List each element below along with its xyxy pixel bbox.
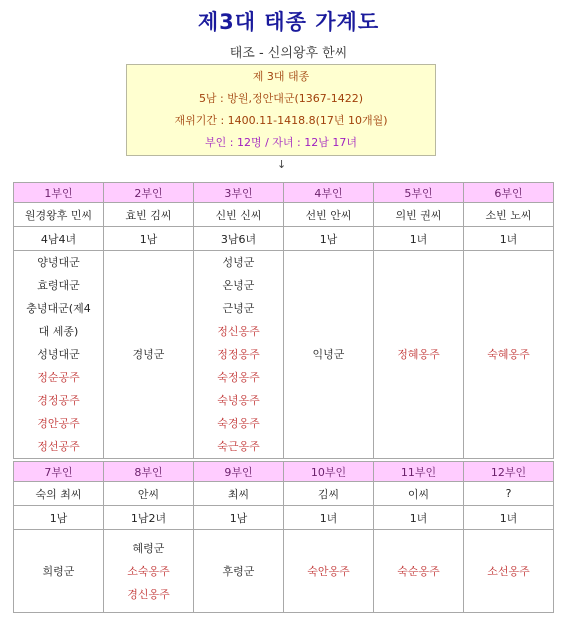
children-cell bbox=[284, 530, 374, 613]
page-title: 제3대 태종 가계도 bbox=[197, 10, 380, 34]
children-cell bbox=[194, 251, 284, 459]
son-name: 경녕군 bbox=[132, 348, 165, 361]
wife-rank: 8부인 bbox=[104, 462, 194, 482]
wife-rank-row bbox=[14, 462, 554, 482]
wife-name: 신빈 신씨 bbox=[194, 203, 284, 227]
children-cell bbox=[104, 530, 194, 613]
child-count: 1녀 bbox=[374, 227, 464, 251]
son-name: 혜령군 bbox=[132, 541, 165, 555]
daughter-name: 숙녕옹주 bbox=[217, 394, 260, 407]
son-name: 효령대군 bbox=[37, 279, 80, 292]
wife-rank: 3부인 bbox=[194, 183, 284, 203]
son-name: 익녕군 bbox=[312, 348, 345, 361]
daughter-name: 경안공주 bbox=[37, 417, 80, 430]
king-reign-line: 재위기간 : 1400.11-1418.8(17년 10개월) bbox=[174, 114, 388, 127]
wife-name: 의빈 권씨 bbox=[374, 203, 464, 227]
daughter-name: 정선공주 bbox=[37, 440, 80, 453]
wife-rank: 1부인 bbox=[14, 183, 104, 203]
king-generation: 제 3대 태종 bbox=[252, 70, 310, 83]
wife-name: 효빈 김씨 bbox=[104, 203, 194, 227]
children-cell bbox=[14, 530, 104, 613]
daughter-name: 정혜옹주 bbox=[397, 348, 440, 361]
children-cell bbox=[374, 530, 464, 613]
parents-line: 태조 - 신의왕후 한씨 bbox=[229, 46, 348, 61]
wife-rank: 7부인 bbox=[14, 462, 104, 482]
daughter-name: 숙근옹주 bbox=[217, 440, 260, 453]
daughter-name: 경정공주 bbox=[37, 394, 80, 407]
child-count: 1남 bbox=[104, 227, 194, 251]
daughter-name: 숙경옹주 bbox=[217, 417, 260, 430]
king-family-count: 부인 : 12명 / 자녀 : 12남 17녀 bbox=[205, 136, 357, 149]
child-count: 1남2녀 bbox=[104, 506, 194, 530]
wife-rank: 6부인 bbox=[464, 183, 554, 203]
son-name: 성녕군 bbox=[222, 256, 255, 269]
daughter-name: 숙순옹주 bbox=[397, 564, 440, 578]
children-cell bbox=[374, 251, 464, 459]
son-name: 후령군 bbox=[222, 564, 255, 578]
child-count: 1남 bbox=[14, 506, 104, 530]
daughter-name: 숙안옹주 bbox=[307, 564, 350, 578]
children-cell bbox=[104, 251, 194, 459]
wife-rank: 11부인 bbox=[374, 462, 464, 482]
daughter-name: 경신옹주 bbox=[127, 587, 170, 601]
son-name: 근녕군 bbox=[222, 302, 255, 315]
children-cell bbox=[464, 251, 554, 459]
son-name: 충녕대군(제4 bbox=[26, 302, 91, 315]
child-count: 1녀 bbox=[464, 227, 554, 251]
children-cell bbox=[464, 530, 554, 613]
wife-name-row bbox=[14, 203, 554, 227]
wives-table-2 bbox=[13, 461, 554, 613]
wife-name: 김씨 bbox=[284, 482, 374, 506]
wife-name: 안씨 bbox=[104, 482, 194, 506]
daughter-name: 정신옹주 bbox=[217, 325, 260, 338]
son-name: 양녕대군 bbox=[37, 256, 80, 269]
wife-rank: 2부인 bbox=[104, 183, 194, 203]
wife-name: 숙의 최씨 bbox=[14, 482, 104, 506]
wife-rank: 5부인 bbox=[374, 183, 464, 203]
child-count: 1남 bbox=[284, 227, 374, 251]
wife-rank: 4부인 bbox=[284, 183, 374, 203]
child-count: 1녀 bbox=[284, 506, 374, 530]
daughter-name: 정정옹주 bbox=[217, 348, 260, 361]
wife-name: ? bbox=[464, 482, 554, 506]
child-count-row bbox=[14, 506, 554, 530]
children-cell bbox=[194, 530, 284, 613]
king-info-box bbox=[126, 64, 436, 156]
son-name: 대 세종) bbox=[38, 325, 79, 338]
daughter-name: 소숙옹주 bbox=[127, 564, 170, 578]
wives-table-1 bbox=[13, 182, 554, 459]
children-cell bbox=[284, 251, 374, 459]
wife-rank: 9부인 bbox=[194, 462, 284, 482]
daughter-name: 정순공주 bbox=[37, 371, 80, 384]
wife-rank: 12부인 bbox=[464, 462, 554, 482]
king-birth-line: 5남 : 방원,정안대군(1367-1422) bbox=[198, 92, 364, 105]
children-row bbox=[14, 251, 554, 459]
child-count-row bbox=[14, 227, 554, 251]
child-count: 4남4녀 bbox=[14, 227, 104, 251]
children-cell bbox=[14, 251, 104, 459]
child-count: 1남 bbox=[194, 506, 284, 530]
wife-name: 소빈 노씨 bbox=[464, 203, 554, 227]
wife-name: 이씨 bbox=[374, 482, 464, 506]
daughter-name: 숙혜옹주 bbox=[487, 348, 530, 361]
child-count: 1녀 bbox=[374, 506, 464, 530]
wife-name-row bbox=[14, 482, 554, 506]
wife-rank: 10부인 bbox=[284, 462, 374, 482]
daughter-name: 숙정옹주 bbox=[217, 371, 260, 384]
wife-name: 선빈 안씨 bbox=[284, 203, 374, 227]
child-count: 1녀 bbox=[464, 506, 554, 530]
children-row bbox=[14, 530, 554, 613]
daughter-name: 소선옹주 bbox=[487, 564, 530, 578]
down-arrow-icon: ↓ bbox=[277, 158, 287, 171]
son-name: 성녕대군 bbox=[37, 348, 80, 361]
wife-name: 최씨 bbox=[194, 482, 284, 506]
child-count: 3남6녀 bbox=[194, 227, 284, 251]
son-name: 온녕군 bbox=[222, 279, 255, 292]
wife-rank-row bbox=[14, 183, 554, 203]
wife-name: 원경왕후 민씨 bbox=[14, 203, 104, 227]
son-name: 희령군 bbox=[42, 564, 75, 578]
